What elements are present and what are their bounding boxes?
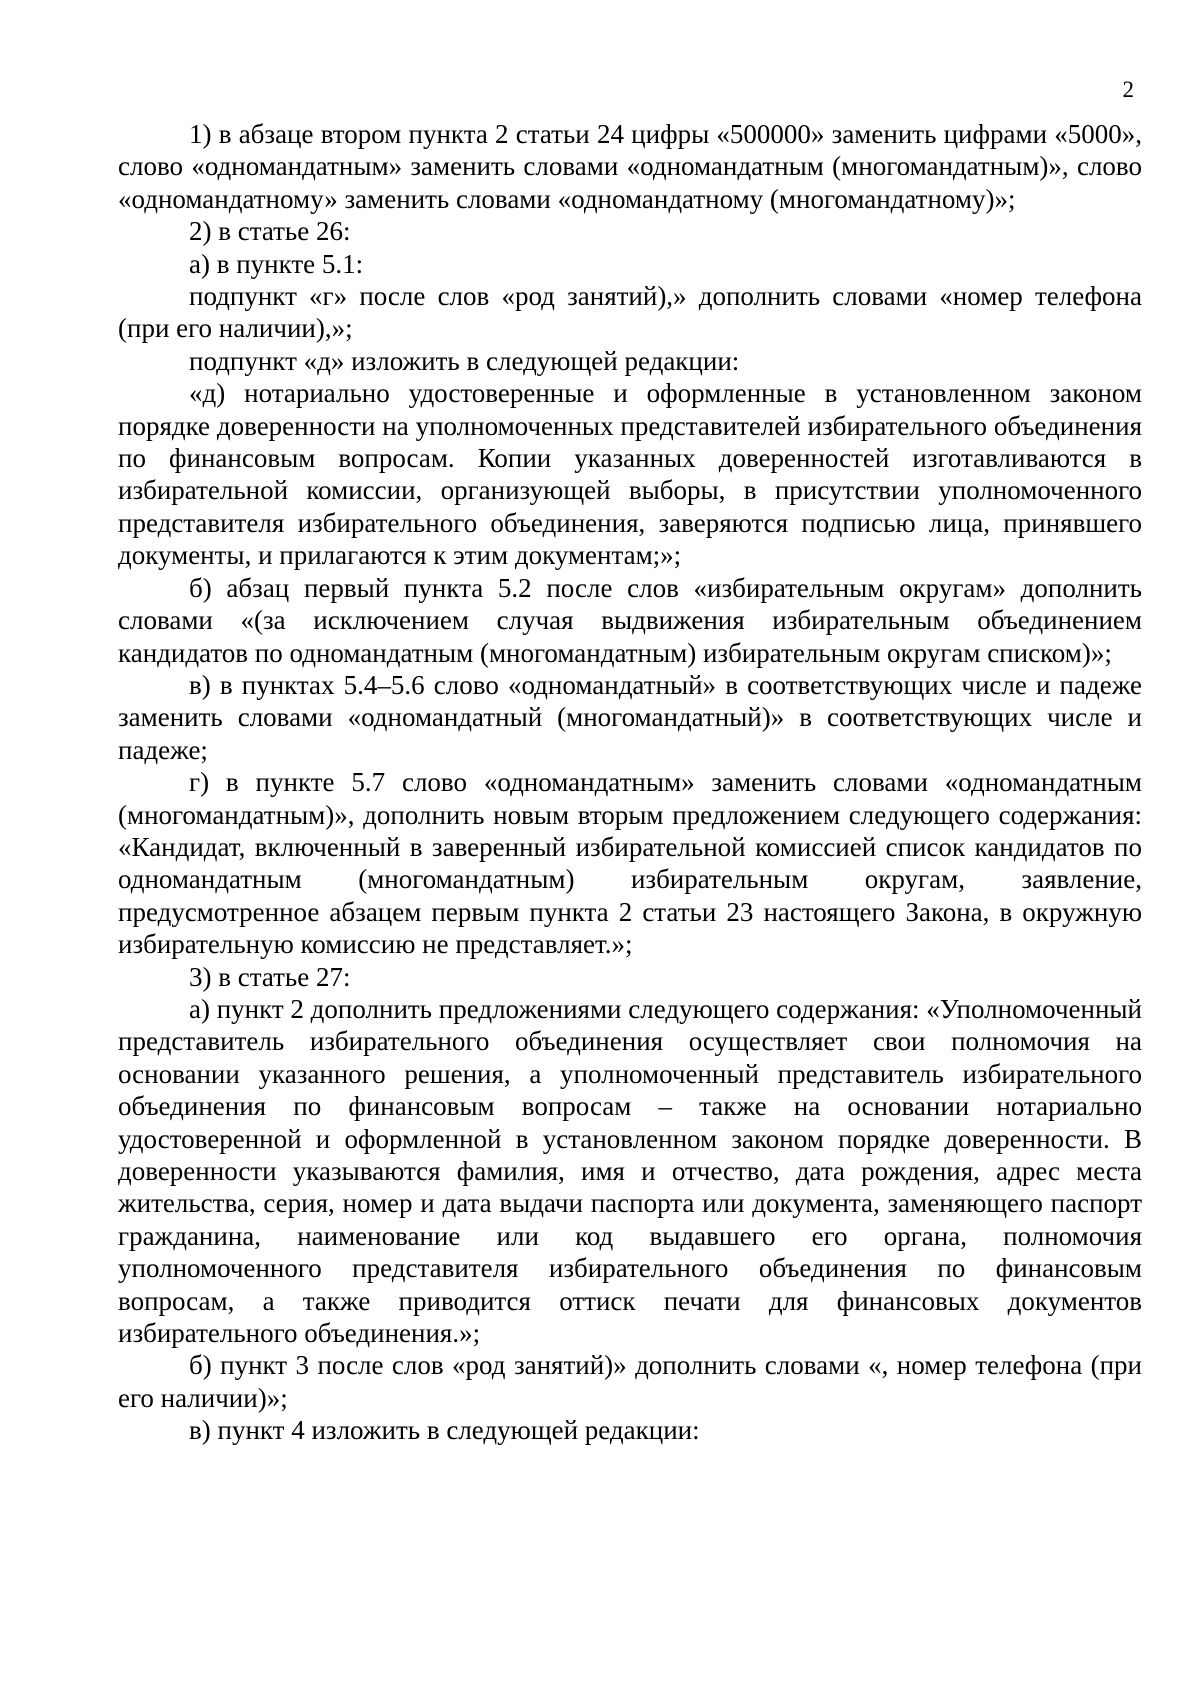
paragraph-subitem-d-text: «д) нотариально удостоверенные и оформленные в установленном законом порядке доверенности на уполномоченных представителей избирательного объединения по финансовым вопросам. Копии указанных доверенностей изготавливаются в избирательной комиссии, организующей выборы, в присутствии уполномоченного представителя избирательного объединения, заверяются подписью лица, принявшего документы, и прилагаются к этим документам;»;: [118, 378, 1142, 571]
paragraph-item-5-1-heading: а) в пункте 5.1:: [189, 248, 364, 279]
paragraph-article-27-heading: 3) в статье 27:: [189, 961, 351, 992]
paragraph-item-5-7: г) в пункте 5.7 слово «одномандатным» заменить словами «одномандатным (многомандатным)», дополнить новым вторым предложением следующего содержания: «Кандидат, включенный в заверенный избирательной комиссией список кандидатов по одномандатным (многомандатным) избирательным округам, заявление, предусмотренное абзацем первым пункта 2 статьи 23 настоящего Закона, в окружную избирательную комиссию не представляет.»;: [118, 767, 1142, 960]
document-body: [118, 118, 1142, 1447]
paragraph-article-27-item-4-heading: в) пункт 4 изложить в следующей редакции:: [189, 1415, 700, 1446]
paragraph-article-27-item-2: а) пункт 2 дополнить предложениями следующего содержания: «Уполномоченный представитель избирательного объединения осуществляет свои полномочия на основании указанного решения, а уполномоченный представитель избирательного объединения по финансовым вопросам – также на основании нотариально удостоверенной и оформленной в установленном законом порядке доверенности. В доверенности указываются фамилия, имя и отчество, дата рождения, адрес места жительства, серия, номер и дата выдачи паспорта или документа, заменяющего паспорт гражданина, наименование или код выдавшего его органа, полномочия уполномоченного представителя избирательного объединения по финансовым вопросам, а также приводится оттиск печати для финансовых документов избирательного объединения.»;: [118, 993, 1142, 1349]
page-number: 2: [1122, 77, 1134, 102]
paragraph-items-5-4-5-6: в) в пунктах 5.4–5.6 слово «одномандатный» в соответствующих числе и падеже заменить словами «одномандатный (многомандатный)» в соответствующих числе и падеже;: [118, 669, 1142, 765]
paragraph-subitem-d-heading: подпункт «д» изложить в следующей редакции:: [189, 345, 740, 376]
paragraph-subitem-g: подпункт «г» после слов «род занятий),» дополнить словами «номер телефона (при его наличии),»;: [118, 281, 1142, 344]
paragraph-item-5-2: б) абзац первый пункта 5.2 после слов «избирательным округам» дополнить словами «(за исключением случая выдвижения избирательным объединением кандидатов по одномандатным (многомандатным) избирательным округам списком)»;: [118, 572, 1142, 668]
paragraph-article-26-heading: 2) в статье 26:: [189, 216, 351, 247]
paragraph-article-27-item-3: б) пункт 3 после слов «род занятий)» дополнить словами «, номер телефона (при его наличии)»;: [118, 1350, 1142, 1413]
paragraph-amendment-1: 1) в абзаце втором пункта 2 статьи 24 цифры «500000» заменить цифрами «5000», слово «одномандатным» заменить словами «одномандатным (многомандатным)», слово «одномандатному» заменить словами «одномандатному (многомандатному)»;: [118, 119, 1142, 214]
